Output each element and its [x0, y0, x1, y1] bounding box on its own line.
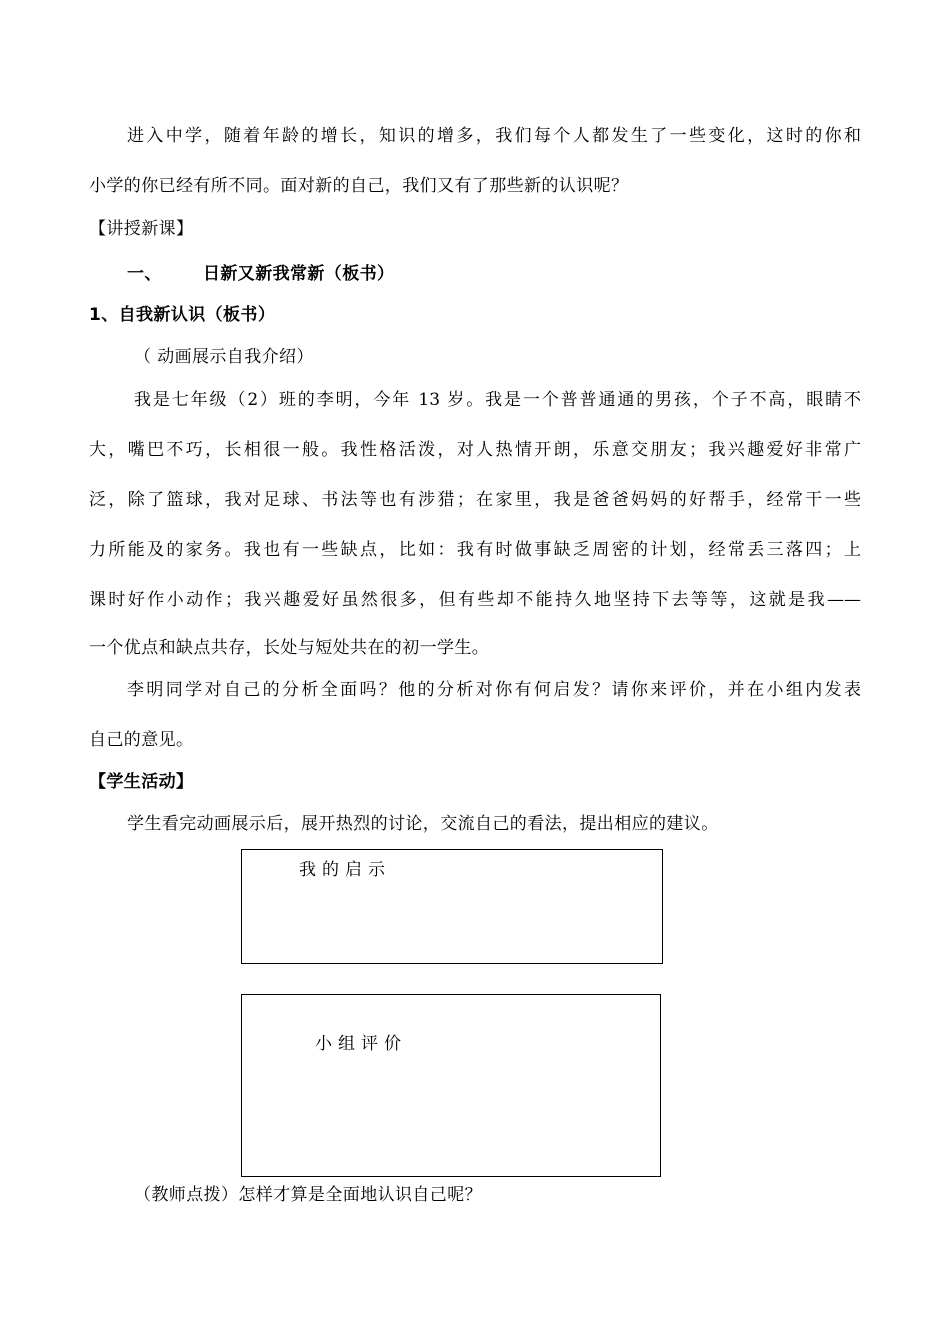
activity-text: 学生看完动画展示后，展开热烈的讨论，交流自己的看法，提出相应的建议。 — [127, 814, 719, 834]
animation-note: （ 动画展示自我介绍） — [134, 347, 314, 367]
section-new-lesson: 【讲授新课】 — [89, 219, 194, 239]
self-intro-line-4: 力所能及的家务。我也有一些缺点，比如：我有时做事缺乏周密的计划，经常丢三落四；上 — [89, 540, 861, 560]
teacher-note: （教师点拨）怎样才算是全面地认识自己呢？ — [134, 1185, 482, 1205]
group-evaluation-box-title: 小组评价 — [315, 1034, 407, 1054]
heading-one-number: 一、 — [127, 264, 162, 284]
heading-one-title: 日新又新我常新（板书） — [203, 264, 395, 284]
question-line-2: 自己的意见。 — [89, 730, 194, 750]
intro-line-1: 进入中学，随着年龄的增长，知识的增多，我们每个人都发生了一些变化，这时的你和 — [127, 126, 861, 146]
inspiration-box[interactable] — [241, 849, 663, 964]
subheading-self-awareness: 1、自我新认识（板书） — [89, 305, 276, 325]
group-evaluation-box[interactable] — [241, 994, 661, 1177]
self-intro-line-5: 课时好作小动作；我兴趣爱好虽然很多，但有些却不能持久地坚持下去等等，这就是我—— — [89, 590, 861, 610]
self-intro-line-3: 泛，除了篮球，我对足球、书法等也有涉猎；在家里，我是爸爸妈妈的好帮手，经常干一些 — [89, 490, 861, 510]
self-intro-line-2: 大，嘴巴不巧，长相很一般。我性格活泼，对人热情开朗，乐意交朋友；我兴趣爱好非常广 — [89, 440, 861, 460]
self-intro-line-1: 我是七年级（2）班的李明，今年 13 岁。我是一个普普通通的男孩，个子不高，眼睛不 — [134, 390, 861, 410]
section-student-activity: 【学生活动】 — [89, 772, 194, 792]
question-line-1: 李明同学对自己的分析全面吗？他的分析对你有何启发？请你来评价，并在小组内发表 — [127, 680, 861, 700]
inspiration-box-title: 我的启示 — [299, 860, 391, 880]
intro-line-2: 小学的你已经有所不同。面对新的自己，我们又有了那些新的认识呢？ — [89, 176, 629, 196]
self-intro-line-6: 一个优点和缺点共存，长处与短处共在的初一学生。 — [89, 638, 490, 658]
